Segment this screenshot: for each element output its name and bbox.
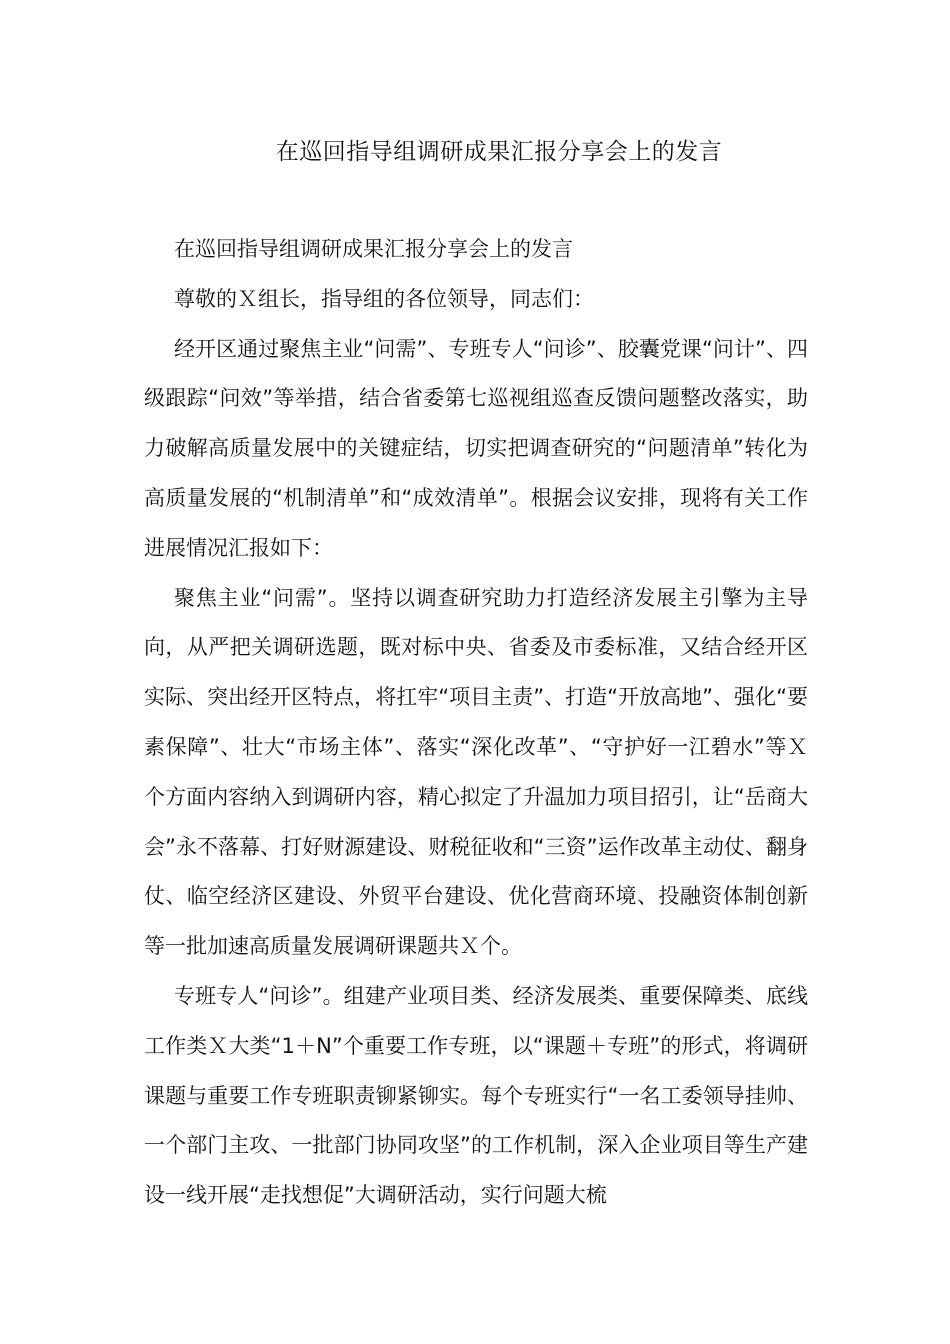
document-title: 在巡回指导组调研成果汇报分享会上的发言 bbox=[275, 139, 723, 165]
paragraph-salutation: 尊敬的Ｘ组长，指导组的各位领导，同志们： bbox=[174, 286, 594, 311]
paragraph-subtitle: 在巡回指导组调研成果汇报分享会上的发言 bbox=[174, 237, 573, 261]
paragraph-intro: 经开区通过聚焦主业“问需”、专班专人“问诊”、胶囊党课“问计”、四级跟踪“问效”等举措，结合省委第七巡视组巡查反馈问题整改落实，助力破解高质量发展中的关键症结，切实把调查研究的“问题清单”转化为高质量发展的“机制清单”和“成效清单”。根据会议安排，现将有关工作进展情况汇报如下： bbox=[144, 336, 808, 560]
document-body bbox=[144, 225, 808, 1221]
paragraph-focus-needs: 聚焦主业“问需”。坚持以调查研究助力打造经济发展主引擎为主导向，从严把关调研选题，既对标中央、省委及市委标准，又结合经开区实际、突出经开区特点，将扛牢“项目主责”、打造“开放高地”、强化“要素保障”、壮大“市场主体”、落实“深化改革”、“守护好一江碧水”等Ｘ个方面内容纳入到调研内容，精心拟定了升温加力项目招引，让“岳商大会”永不落幕、打好财源建设、财税征收和“三资”运作改革主动仗、翻身仗、临空经济区建设、外贸平台建设、优化营商环境、投融资体制创新等一批加速高质量发展调研课题共Ｘ个。 bbox=[144, 585, 808, 959]
paragraph-special-teams: 专班专人“问诊”。组建产业项目类、经济发展类、重要保障类、底线工作类Ｘ大类“1＋N”个重要工作专班，以“课题＋专班”的形式，将调研课题与重要工作专班职责铆紧铆实。每个专班实行“一名工委领导挂帅、一个部门主攻、一批部门协同攻坚”的工作机制，深入企业项目等生产建设一线开展“走找想促”大调研活动，实行问题大梳 bbox=[144, 983, 808, 1208]
